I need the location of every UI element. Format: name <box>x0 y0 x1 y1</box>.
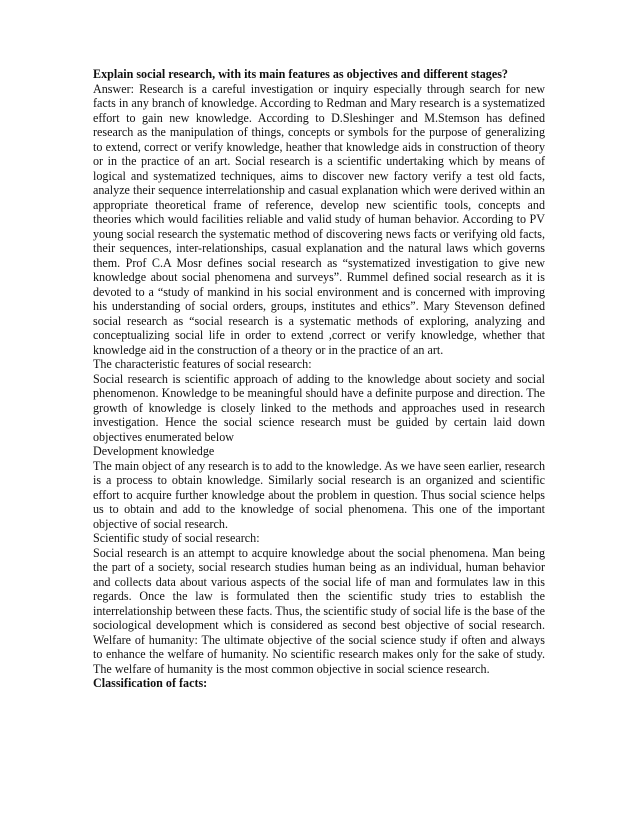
classification-heading: Classification of facts: <box>93 676 208 690</box>
features-subheading: The characteristic features of social research: <box>93 357 312 371</box>
document-body <box>93 67 545 691</box>
scientific-study-paragraph: Social research is an attempt to acquire knowledge about the social phenomena. Man being the part of a society, social research studies human being as an individual, human behavior and collects data about various aspects of the social life of man and formulates law in this regards. Once the law is formulated then the scientific study tries to establish the interrelationship between these facts. Thus, the scientific study of social life is the base of the sociological development which is considered as second best objective of social research. Welfare of humanity: The ultimate objective of the social science study if often and always to enhance the welfare of humanity. No scientific research makes only for the sake of study. The welfare of humanity is the most common objective in social science research. <box>93 545 545 676</box>
question-heading: Explain social research, with its main features as objectives and different stages? <box>93 67 508 81</box>
features-paragraph: Social research is scientific approach of adding to the knowledge about society and social phenomenon. Knowledge to be meaningful should have a definite purpose and direction. The growth of knowledge is closely linked to the methods and approaches used in research investigation. Hence the social science research must be guided by certain laid down objectives enumerated below <box>93 371 545 444</box>
answer-paragraph: Answer: Research is a careful investigation or inquiry especially through search for new facts in any branch of knowledge. According to Redman and Mary research is a systematized effort to gain new knowledge. According to D.Sleshinger and M.Stemson has defined research as the manipulation of things, concepts or symbols for the purpose of generalizing to extend, correct or verify knowledge, heather that knowledge aids in construction of theory or in the practice of an art. Social research is a scientific undertaking which by means of logical and systematized techniques, aims to discover new factory verify a test old facts, analyze their sequence interrelationship and casual explanation which were derived within an appropriate theoretical frame of reference, develop new scientific tools, concepts and theories which would facilities reliable and valid study of human behavior. According to PV young social research the systematic method of discovering news facts or verifying old facts, their sequences, inter-relationships, casual explanation and the natural laws which governs them. Prof C.A Mosr defines social research as “systematized investigation to give new knowledge about social phenomena and surveys”. Rummel defined social research as it is devoted to a “study of mankind in his social environment and is concerned with improving his understanding of social orders, groups, institutes and ethics”. Mary Stevenson defined social research as “social research is a systematic methods of exploring, analyzing and conceptualizing social life in order to extend ,correct or verify knowledge, whether that knowledge aid in the construction of a theory or in the practice of an art. <box>93 81 545 357</box>
development-subheading: Development knowledge <box>93 444 215 458</box>
scientific-study-subheading: Scientific study of social research: <box>93 531 260 545</box>
development-paragraph: The main object of any research is to add to the knowledge. As we have seen earlier, research is a process to obtain knowledge. Similarly social research is an organized and scientific effort to acquire further knowledge about the problem in question. Thus social science helps us to obtain and add to the knowledge of social phenomena. This one of the important objective of social research. <box>93 458 545 531</box>
